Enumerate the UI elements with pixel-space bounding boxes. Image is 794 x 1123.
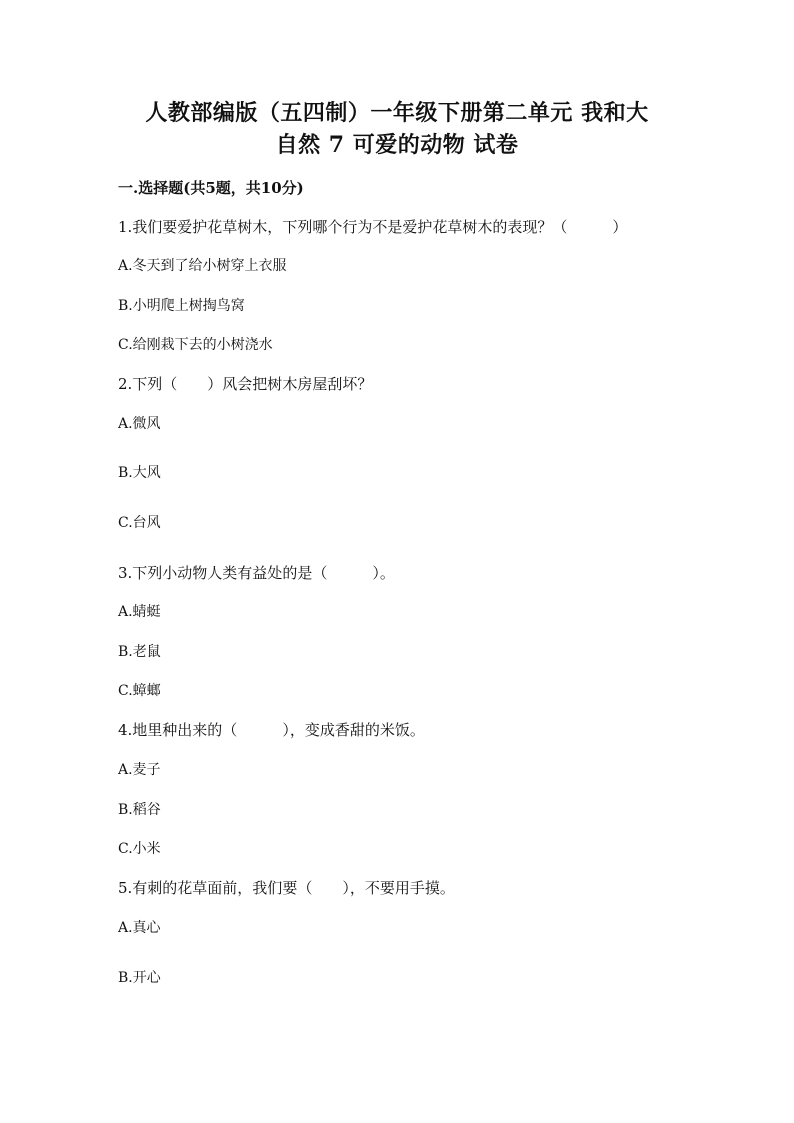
question-1: 1.我们要爱护花草树木，下列哪个行为不是爱护花草树木的表现？（ ） (118, 218, 628, 236)
question-3-option-c: C.蟑螂 (118, 683, 161, 699)
question-3-option-a: A.蜻蜓 (118, 604, 161, 620)
question-5: 5.有刺的花草面前，我们要（ ），不要用手摸。 (118, 879, 455, 897)
question-4-option-a: A.麦子 (118, 762, 161, 778)
document-title-line-2: 自然 7 可爱的动物 试卷 (275, 132, 519, 158)
question-5-option-a: A.真心 (118, 920, 161, 936)
question-4-option-c: C.小米 (118, 841, 161, 857)
question-2-option-c: C.台风 (118, 515, 161, 531)
question-3-option-b: B.老鼠 (118, 644, 161, 660)
section-heading: 一.选择题(共5题，共10分) (118, 179, 304, 197)
question-2: 2.下列（ ）风会把树木房屋刮坏？ (118, 375, 373, 393)
question-1-option-a: A.冬天到了给小树穿上衣服 (118, 258, 287, 274)
question-1-option-b: B.小明爬上树掏鸟窝 (118, 298, 245, 314)
question-4: 4.地里种出来的（ ），变成香甜的米饭。 (118, 721, 425, 739)
document-title-line-1: 人教部编版（五四制）一年级下册第二单元 我和大 (145, 100, 649, 126)
question-2-option-b: B.大风 (118, 465, 161, 481)
question-2-option-a: A.微风 (118, 416, 161, 432)
question-5-option-b: B.开心 (118, 970, 161, 986)
question-3: 3.下列小动物人类有益处的是（ ）。 (118, 564, 395, 582)
question-4-option-b: B.稻谷 (118, 802, 161, 818)
question-1-option-c: C.给刚栽下去的小树浇水 (118, 337, 273, 353)
